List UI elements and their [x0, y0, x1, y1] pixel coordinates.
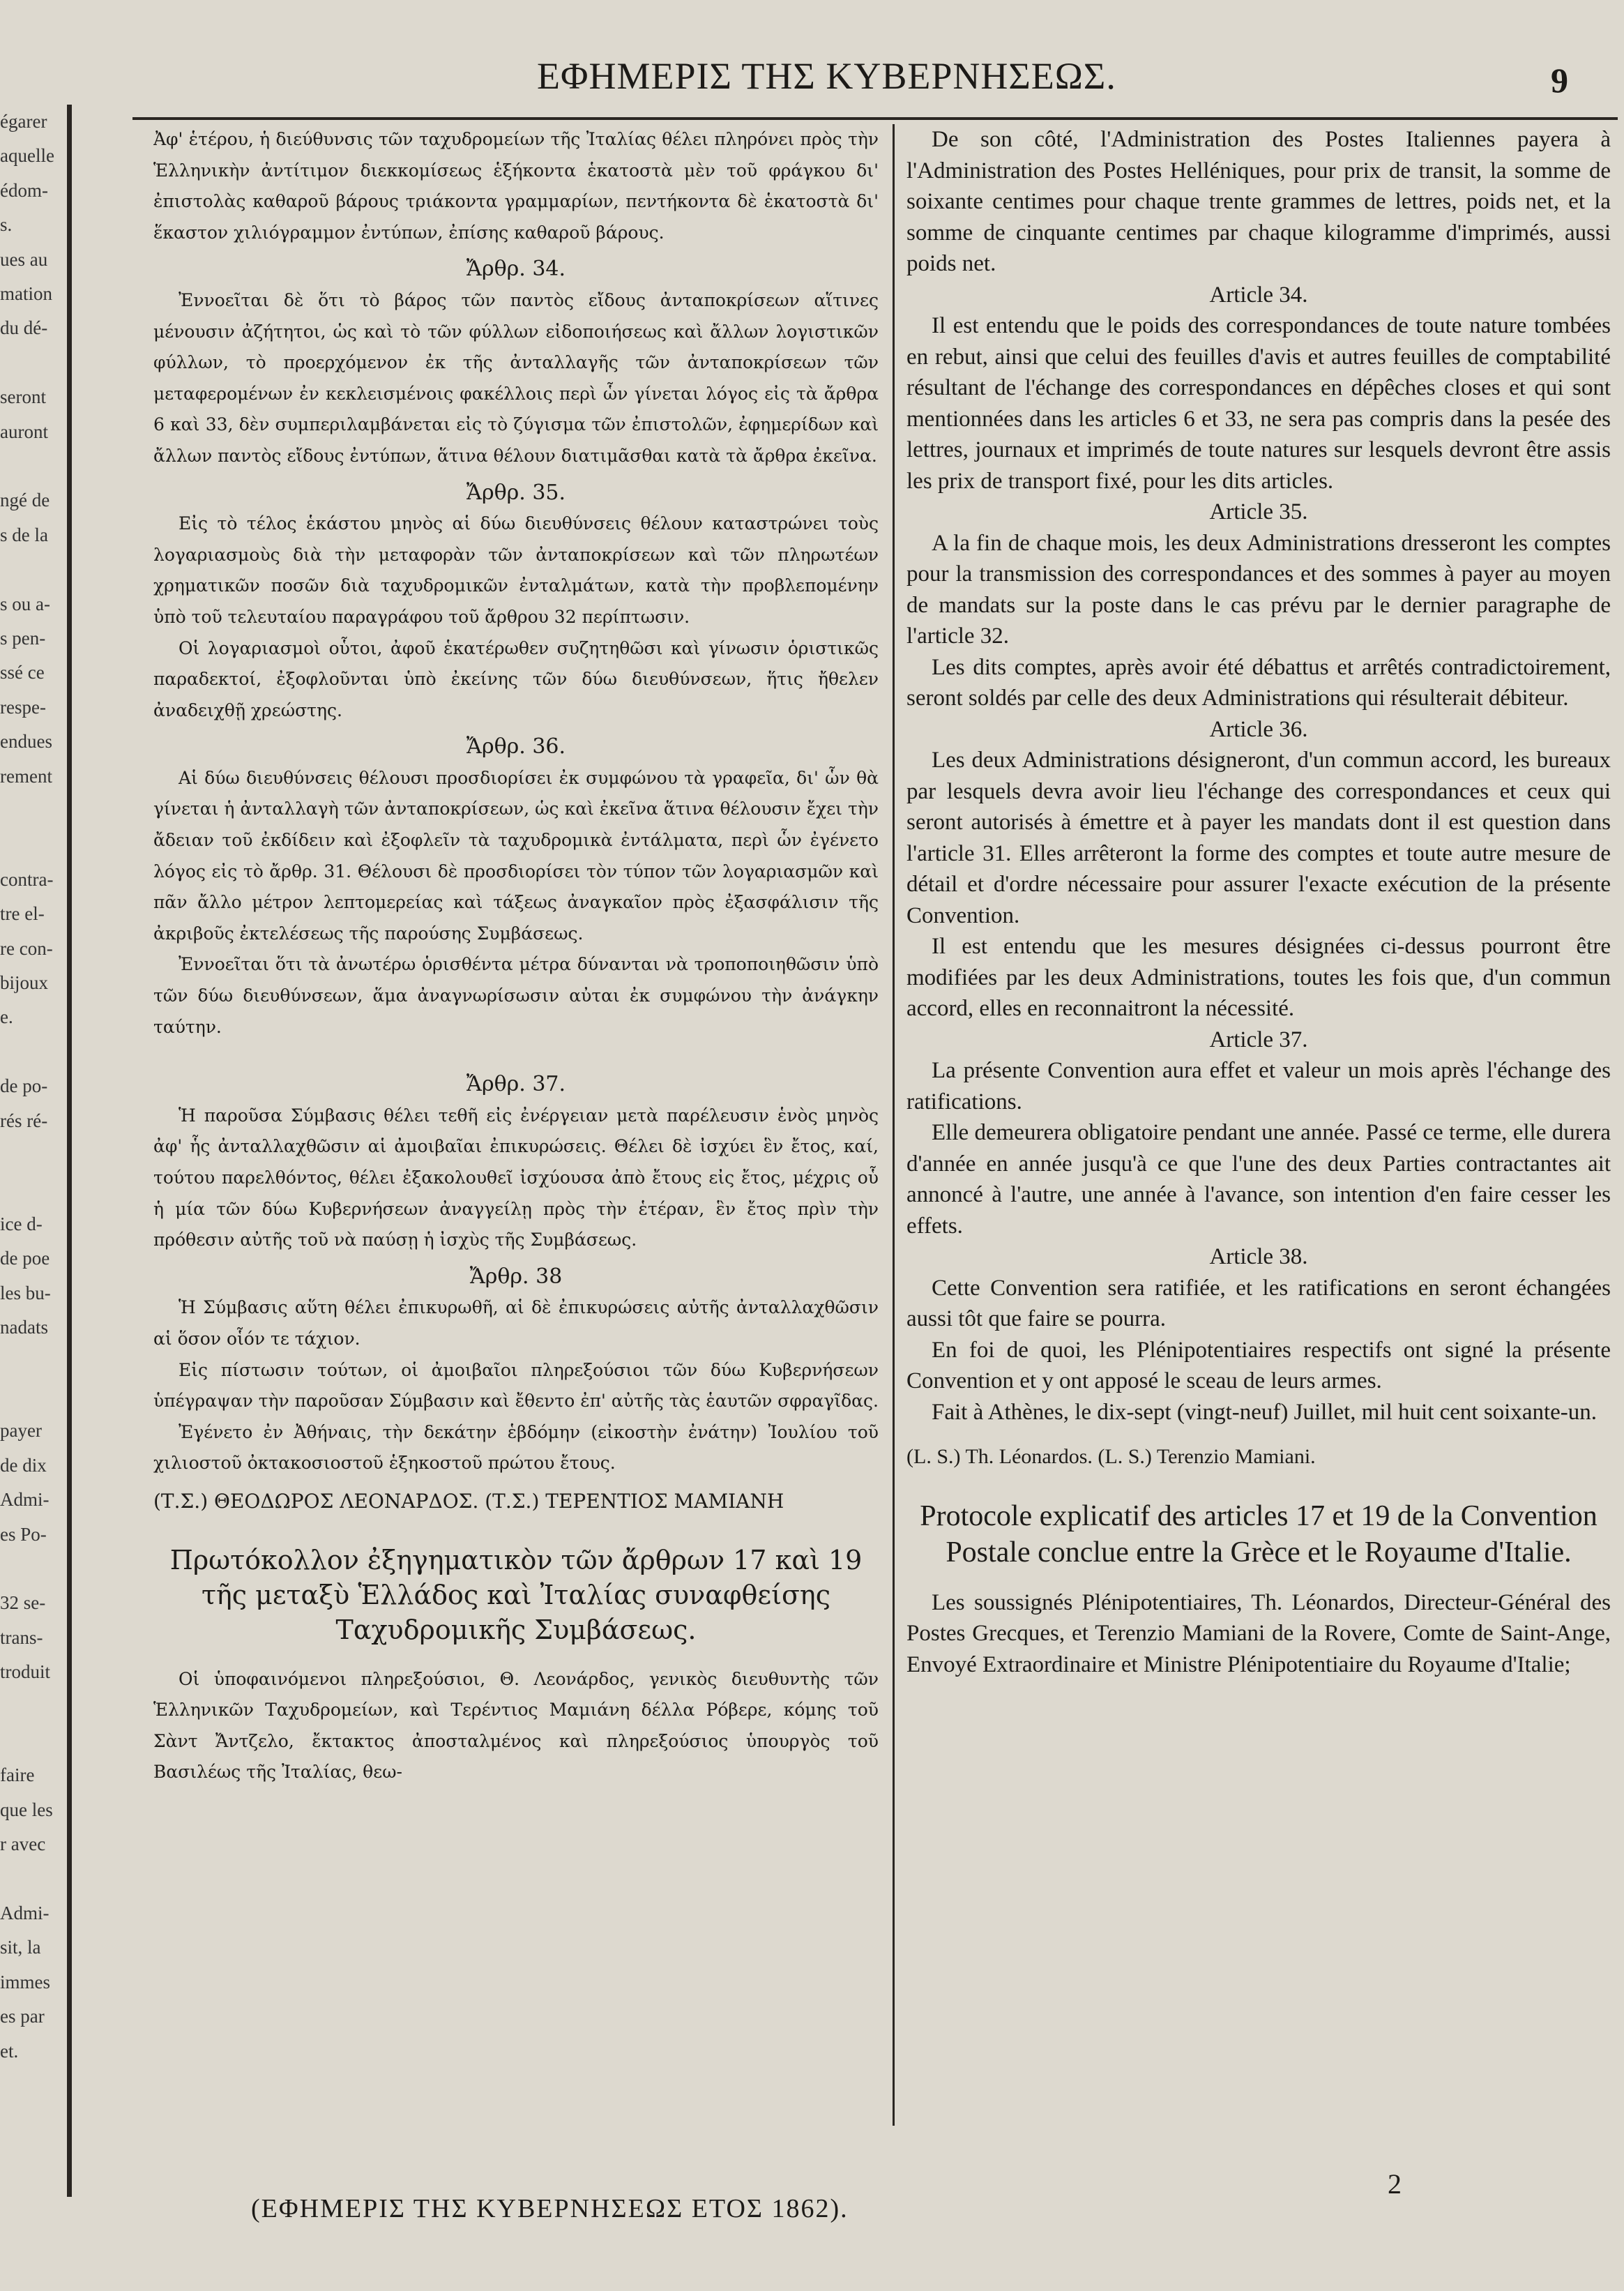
gutter-fragment: ngé de: [0, 490, 50, 511]
french-article-34-heading: Article 34.: [1209, 282, 1308, 308]
gutter-fragment: [0, 828, 67, 862]
greek-article-36-heading: Ἄρθρ. 36.: [466, 734, 566, 759]
greek-article-37-text: Ἡ παροῦσα Σύμβασις θέλει τεθῆ εἰς ἐνέργειαν μετὰ παρέλευσιν ἑνὸς μηνὸς ἀφ' ἧς ἀνταλλαχθῶσιν αἱ ἀμοιβαῖαι ἐπικυρώσεις. Θέλει δὲ ἰσχύει ἓν ἔτος, καί, τούτου παρελθόντος, θέλει ἐξακολουθεῖ ἰσχύουσα ἀπὸ ἔτους εἰς ἔτος, μέχρις οὗ ἡ μία τῶν δύω Κυβερνήσεων ἀναγγείλῃ πρὸς τὴν ἑτέραν, ἓν ἔτος πρὶν τὴν πρόθεσιν αὐτῆς τοῦ νὰ παύσῃ ἡ ἰσχὺς τῆς Συμβάσεως.: [153, 1105, 879, 1250]
greek-article-36-text: Αἱ δύω διευθύνσεις θέλουσι προσδιορίσει ἐκ συμφώνου τὰ γραφεῖα, δι' ὧν θὰ γίνεται ἡ ἀνταλλαγὴ τῶν ἀνταποκρίσεων, ὡς καὶ ἐκεῖνα ἅτινα θέλουσιν ἔχει τὴν ἄδειαν τοῦ ἐκδίδειν καὶ ἐξοφλεῖν τὰ ταχυδρομικὰ ἐντάλματα, περὶ ὧν ἐγένετο λόγος εἰς τὸ ἄρθρ. 31. Θέλουσι δὲ προσδιορίσει τὸν τύπον τῶν λογαριασμῶν καὶ πᾶν ἄλλο μέτρον λεπτομερείας καὶ τάξεως ἀναγκαῖον πρὸς ἐξασφάλισιν τῆς ἀκριβοῦς ἐκτελέσεως τῆς παρούσης Συμβάσεως.: [153, 767, 879, 944]
greek-protocol-title: Πρωτόκολλον ἐξηγηματικὸν τῶν ἄρθρων 17 καὶ 19 τῆς μεταξὺ Ἑλλάδος καὶ Ἰταλίας συναφθείσης Ταχυδρομικῆς Συμβάσεως.: [169, 1544, 863, 1645]
gutter-fragment: [0, 1862, 67, 1896]
gutter-fragment: e.: [0, 1006, 13, 1028]
french-article-38-text-3: Fait à Athènes, le dix-sept (vingt-neuf) Juillet, mil huit cent soixante-un.: [932, 1399, 1598, 1425]
gutter-fragment: [0, 346, 67, 380]
gutter-fragment: [0, 1345, 67, 1379]
gutter-fragment: [0, 794, 67, 828]
french-article-38-text: Cette Convention sera ratifiée, et les ratifications en seront échangées aussi tôt que faire se pourra.: [906, 1275, 1611, 1331]
french-article-35-text: A la fin de chaque mois, les deux Administrations dresseront les comptes pour la transmission des correspondances et des sommes à payer au moyen de mandats sur la poste dans le cas prévu par le dernier paragraphe de l'article 32.: [906, 530, 1611, 649]
gutter-fragment: s pen-: [0, 628, 46, 649]
gutter-fragment: s de la: [0, 524, 48, 545]
gutter-fragment: rement: [0, 765, 52, 787]
gutter-fragment: respe-: [0, 696, 46, 718]
gutter-fragment: du dé-: [0, 317, 48, 339]
page-header-title: ΕΦΗΜΕΡΙΣ ΤΗΣ ΚΥΒΕΡΝΗΣΕΩΣ.: [537, 55, 1116, 97]
gutter-fragment: immes: [0, 1971, 50, 1993]
gutter-fragment: es Po-: [0, 1523, 47, 1545]
french-intro-paragraph: De son côté, l'Administration des Postes Italiennes payera à l'Administration des Postes Helléniques, pour prix de transit, la somme de soixante centimes pour chaque trente grammes de lettres, poids net, et la somme de cinquante centimes par chaque kilogramme d'imprimés, aussi poids net.: [906, 127, 1611, 276]
gutter-fragment: r avec: [0, 1833, 46, 1855]
gutter-fragment: trans-: [0, 1626, 43, 1648]
gutter-fragment: nadats: [0, 1317, 48, 1338]
gutter-fragment: [0, 1035, 67, 1069]
gutter-fragment: ice d-: [0, 1213, 43, 1234]
greek-article-36-text-2: Ἐννοεῖται ὅτι τὰ ἀνωτέρω ὁρισθέντα μέτρα δύνανται νὰ τροποποιηθῶσιν ὑπὸ τῶν δύω διευθύνσεων, ἅμα ἀναγνωρίσωσιν αὐται ἐκ συμφώνου τὴν ἀνάγκην ταύτην.: [153, 954, 879, 1037]
french-article-34-text: Il est entendu que le poids des correspondances de toute nature tombées en rebut, ainsi que celui des feuilles d'avis et autres feuilles de comptabilité résultant de l'échange des correspondances en dépêches closes et qui sont mentionnées dans les articles 6 et 33, ne sera pas compris dans la pesée des lettres, journaux et imprimés de toute natures sur lesquels devront être assis les prix de transport fixé, pour les dits articles.: [906, 313, 1611, 494]
gutter-fragment: troduit: [0, 1661, 50, 1683]
header-rule: [132, 117, 1618, 120]
french-protocol-text: Les soussignés Plénipotentiaires, Th. Léonardos, Directeur-Général des Postes Grecques, et Terenzio Mamiani de la Rovere, Comte de Saint-Ange, Envoyé Extraordinaire et Ministre Plénipotentiaire du Royaume d'Italie;: [906, 1589, 1611, 1677]
french-article-36-text: Les deux Administrations désigneront, d'un commun accord, les bureaux par lesquels devra avoir lieu l'échange des correspondances et ceux qui seront autorisés à émettre et à payer les mandats dont il est question dans l'article 31. Elles arrêteront la forme des comptes et toute autre mesure de détail et d'ordre nécessaire pour assurer l'exacte exécution de la présente Convention.: [906, 748, 1611, 928]
footer-sheet-number: 2: [1388, 2168, 1402, 2200]
gutter-fragment: faire: [0, 1764, 35, 1786]
greek-intro-paragraph: Ἀφ' ἑτέρου, ἡ διεύθυνσις τῶν ταχυδρομείων τῆς Ἰταλίας θέλει πληρόνει πρὸς τὴν Ἑλληνικὴν ἀντίτιμον διεκκομίσεως ἑξήκοντα ἑκατοστὰ μὲν τοῦ φράγκου δι' ἐπιστολὰς καθαροῦ βάρους τριάκοντα γραμμαρίων, πεντήκοντα δὲ ἑκατοστὰ δι' ἕκαστον χιλιόγραμμον ἐντύπων, ἐπίσης καθαροῦ βάρους.: [153, 129, 879, 243]
greek-article-37-heading: Ἄρθρ. 37.: [466, 1072, 566, 1097]
gutter-fragment: s.: [0, 214, 13, 236]
gutter-fragment: de dix: [0, 1454, 47, 1476]
gutter-fragment: de poe: [0, 1248, 50, 1269]
gutter-fragment: [0, 1552, 67, 1586]
gutter-fragment: les bu-: [0, 1282, 51, 1303]
french-article-35-text-2: Les dits comptes, après avoir été débattus et arrêtés contradictoirement, seront soldés par celle des deux Administrations qui résulterait débiteur.: [906, 654, 1611, 711]
french-article-38-heading: Article 38.: [1209, 1244, 1308, 1269]
gutter-fragment: [0, 1379, 67, 1414]
gutter-fragment: Admi-: [0, 1902, 50, 1923]
greek-protocol-text: Οἱ ὑποφαινόμενοι πληρεξούσιοι, Θ. Λεονάρδος, γενικὸς διευθυντὴς τῶν Ἑλληνικῶν Ταχυδρομείων, καὶ Τερέντιος Μαμιάνη δέλλα Ρόβερε, κόμης τοῦ Σὰντ Ἄντζελο, ἔκτακτος ἀποσταλμένος καὶ πληρεξούσιος ὑπουργὸς τοῦ Βασιλέως τῆς Ἰταλίας, θεω-: [153, 1668, 879, 1783]
gutter-fragment: [0, 1172, 67, 1207]
gutter-fragment: [0, 449, 67, 483]
gutter-fragment: sit, la: [0, 1937, 41, 1958]
gutter-fragment: mation: [0, 283, 52, 305]
greek-article-34-text: Ἐννοεῖται δὲ ὅτι τὸ βάρος τῶν παντὸς εἴδους ἀνταποκρίσεων αἵτινες μένουσιν ἀζήτητοι, ὡς καὶ τὸ τῶν φύλλων εἰδοποιήσεως καὶ ἄλλων λογιστικῶν φύλλων, τὸ προερχόμενον ἐκ τῆς ἀνταλλαγῆς τῶν ἀνταποκρίσεων τῶν μεταφερομένων ἐν κεκλεισμένοις φακέλλοις περὶ ὧν γίνεται λόγος εἰς τὰ ἄρθρα 6 καὶ 33, δὲν συμπεριλαμβάνεται εἰς τὸ ζύγισμα τῶν ἐπιστολῶν, ἐφημερίδων καὶ ἄλλων παντὸς εἴδους ἐντύπων, ἅτινα θέλουν διατιμᾶσθαι κατὰ τὰ ἄρθρα ἐκεῖνα.: [153, 289, 879, 466]
gutter-fragment: auront: [0, 421, 48, 442]
gutter-fragment: aquelle: [0, 145, 54, 167]
greek-article-38-text: Ἡ Σύμβασις αὕτη θέλει ἐπικυρωθῆ, αἱ δὲ ἐπικυρώσεις αὐτῆς ἀνταλλαχθῶσιν αἱ ὅσον οἷόν τε τάχιον.: [153, 1297, 879, 1349]
gutter-fragment: [0, 1138, 67, 1172]
french-article-36-text-2: Il est entendu que les mesures désignées ci-dessus pourront être modifiées par les deux Administrations, toutes les fois que, d'un commun accord, elles en reconnaitront la nécessité.: [906, 934, 1611, 1021]
french-protocol-title: Protocole explicatif des articles 17 et 19 de la Convention Postale conclue entre la Grèce et le Royaume d'Italie.: [920, 1499, 1598, 1568]
column-divider: [893, 124, 895, 2126]
gutter-fragment: contra-: [0, 868, 54, 890]
gutter-fragment: Admi-: [0, 1489, 50, 1511]
gutter-fragment: que les: [0, 1799, 53, 1820]
gutter-fragment: [0, 552, 67, 587]
gutter-fragment: bijoux: [0, 972, 49, 994]
page-number: 9: [1551, 61, 1568, 100]
gutter-fragment: re con-: [0, 937, 53, 959]
footer-publication-note: (ΕΦΗΜΕΡΙΣ ΤΗΣ ΚΥΒΕΡΝΗΣΕΩΣ ΕΤΟΣ 1862).: [251, 2194, 849, 2223]
gutter-fragment: 32 se-: [0, 1592, 46, 1614]
gutter-fragment: es par: [0, 2006, 45, 2027]
greek-article-35-text-2: Οἱ λογαριασμοὶ οὗτοι, ἀφοῦ ἑκατέρωθεν συζητηθῶσι καὶ γίνωσιν ὁριστικῶς παραδεκτοί, ἐξοφλοῦνται ὑπὸ ἐκείνης τῶν δύω διευθύνσεων, ἥτις ἤθελεν ἀναδειχθῇ χρεώστης.: [153, 637, 879, 720]
greek-article-35-text: Εἰς τὸ τέλος ἑκάστου μηνὸς αἱ δύω διευθύνσεις θέλουν καταστρώνει τοὺς λογαριασμοὺς διὰ τὴν μεταφορὰν τῶν ἀνταποκρίσεων καὶ τῶν πληρωτέων χρηματικῶν ποσῶν διὰ ταχυδρομικῶν ἐνταλμάτων, κατὰ τὴν προβλεπομένην ὑπὸ τοῦ τελευταίου παραγράφου τοῦ ἄρθρου 32 περίπτωσιν.: [153, 513, 879, 627]
french-column: [906, 124, 1611, 2188]
adjacent-page-gutter: [0, 105, 72, 2197]
newspaper-page: [77, 0, 1624, 2291]
greek-article-34-heading: Ἄρθρ. 34.: [466, 257, 566, 282]
gutter-fragment: et.: [0, 2040, 19, 2062]
french-signature: (L. S.) Th. Léonardos. (L. S.) Terenzio Mamiani.: [906, 1445, 1316, 1468]
gutter-fragment: édom-: [0, 179, 48, 201]
greek-column: [153, 124, 879, 2188]
gutter-fragment: [0, 1690, 67, 1724]
french-article-38-text-2: En foi de quoi, les Plénipotentiaires respectifs ont signé la présente Convention et y ont apposé le sceau de leurs armes.: [906, 1337, 1611, 1393]
french-article-37-text: La présente Convention aura effet et valeur un mois après l'échange des ratifications.: [906, 1058, 1611, 1114]
greek-article-35-heading: Ἄρθρ. 35.: [466, 480, 566, 505]
gutter-fragment: de po-: [0, 1075, 48, 1097]
gutter-fragment: égarer: [0, 111, 47, 132]
gutter-fragment: seront: [0, 386, 46, 408]
gutter-fragment: rés ré-: [0, 1110, 48, 1131]
greek-article-38-heading: Ἄρθρ. 38: [469, 1264, 563, 1289]
gutter-fragment: tre el-: [0, 903, 45, 925]
french-article-37-text-2: Elle demeurera obligatoire pendant une année. Passé ce terme, elle durera d'année en année jusqu'à ce que l'une des deux Parties contractantes ait annoncé à l'autre, une année à l'avance, son intention d'en faire cesser les effets.: [906, 1120, 1611, 1239]
gutter-fragment: s ou a-: [0, 593, 50, 614]
greek-signature: (Τ.Σ.) ΘΕΟΔΩΡΟΣ ΛΕΟΝΑΡΔΟΣ. (Τ.Σ.) ΤΕΡΕΝΤΙΟΣ ΜΑΜΙΑΝΗ: [153, 1489, 784, 1513]
gutter-fragment: ssé ce: [0, 662, 45, 683]
gutter-fragment: [0, 1724, 67, 1758]
french-article-37-heading: Article 37.: [1209, 1027, 1308, 1052]
french-article-35-heading: Article 35.: [1209, 499, 1308, 524]
gutter-fragment: endues: [0, 731, 52, 753]
french-article-36-heading: Article 36.: [1209, 716, 1308, 742]
gutter-fragment: payer: [0, 1420, 42, 1442]
greek-article-38-text-3: Ἐγένετο ἐν Ἀθήναις, τὴν δεκάτην ἑβδόμην (εἰκοστὴν ἐνάτην) Ἰουλίου τοῦ χιλιοστοῦ ὀκτακοσιοστοῦ ἑξηκοστοῦ πρώτου ἔτους.: [153, 1421, 879, 1474]
gutter-fragment: ues au: [0, 248, 48, 270]
greek-article-38-text-2: Εἰς πίστωσιν τούτων, οἱ ἀμοιβαῖοι πληρεξούσιοι τῶν δύω Κυβερνήσεων ὑπέγραψαν τὴν παροῦσαν Σύμβασιν καὶ ἔθεντο ἐπ' αὐτῆς τὰς ἑαυτῶν σφραγῖδας.: [153, 1359, 879, 1412]
